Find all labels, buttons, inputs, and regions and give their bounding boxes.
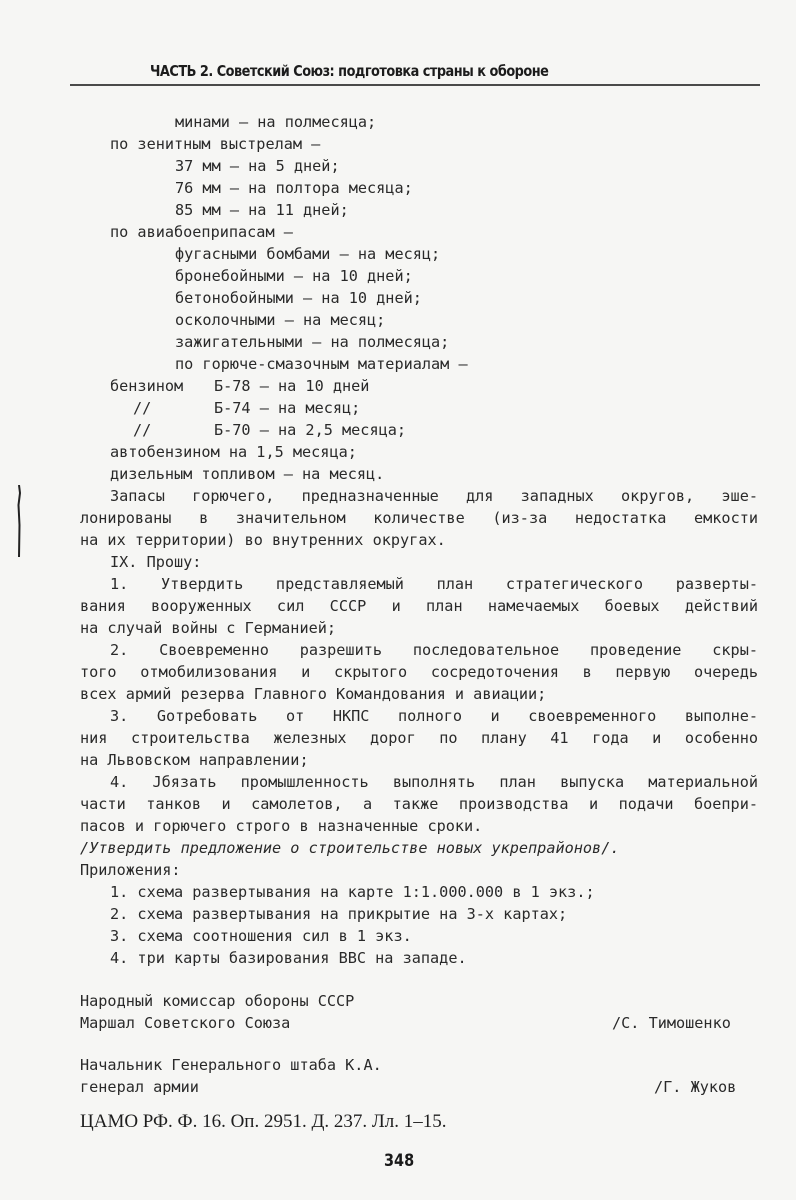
request-line: 2. Своевременно разрешить последовательное проведение скры- <box>110 641 758 659</box>
signatory-name: /С. Тимошенко <box>612 1014 731 1032</box>
gasoline-label: бензином <box>110 377 184 395</box>
signatory-title: Начальник Генерального штаба К.А. <box>80 1056 382 1074</box>
request-line: того отмобилизования и скрытого сосредоточения в первую очередь <box>80 663 758 681</box>
ditto-mark: // <box>133 399 152 417</box>
resolution-note: /Утвердить предложение о строительстве новых укрепрайонов/. <box>80 839 620 857</box>
gasoline-grade: Б-78 — на 10 дней <box>214 377 370 395</box>
request-line: 4. Jбязать промышленность выполнять план выпуска материальной <box>110 773 758 791</box>
air-item: бронебойными — на 10 дней; <box>175 267 413 285</box>
fuel-paragraph-line: лонированы в значительном количестве (из-за недостатка емкости <box>80 509 758 527</box>
signatory-title: Народный комиссар обороны СССР <box>80 992 355 1010</box>
appendix-item: 2. схема развертывания на прикрытие на 3-х картах; <box>110 905 568 923</box>
header-rule <box>70 84 760 86</box>
request-line: пасов и горючего строго в назначенные сроки. <box>80 817 483 835</box>
fuel-paragraph-line: Запасы горючего, предназначенные для западных округов, эше- <box>110 487 758 505</box>
request-line: на случай войны с Германией; <box>80 619 337 637</box>
supply-mines: минами — на полмесяца; <box>175 113 377 131</box>
air-heading: по авиабоеприпасам — <box>110 223 293 241</box>
appendix-item: 3. схема соотношения сил в 1 экз. <box>110 927 412 945</box>
request-line: всех армий резерва Главного Командования и авиации; <box>80 685 547 703</box>
appendix-heading: Приложения: <box>80 861 181 879</box>
fuel-paragraph-line: на их территории) во внутренних округах. <box>80 531 446 549</box>
gasoline-grade: Б-74 — на месяц; <box>214 399 361 417</box>
archive-reference: ЦАМО РФ. Ф. 16. Оп. 2951. Д. 237. Лл. 1–15. <box>80 1111 447 1132</box>
margin-mark-line <box>17 485 21 557</box>
air-item: зажигательными — на полмесяца; <box>175 333 450 351</box>
request-line: на Львовском направлении; <box>80 751 309 769</box>
air-item: фугасными бомбами — на месяц; <box>175 245 441 263</box>
signatory-name: /Г. Жуков <box>654 1078 737 1096</box>
request-line: части танков и самолетов, а также производства и подачи боепри- <box>80 795 758 813</box>
gasoline-grade: Б-70 — на 2,5 месяца; <box>214 421 407 439</box>
page-number: 348 <box>384 1151 415 1171</box>
air-item: осколочными — на месяц; <box>175 311 386 329</box>
autogas-line: автобензином на 1,5 месяца; <box>110 443 357 461</box>
ditto-mark: // <box>133 421 152 439</box>
request-line: 3. Gотребовать от НКПС полного и своевременного выполне- <box>110 707 758 725</box>
signatory-rank: генерал армии <box>80 1078 199 1096</box>
request-line: ния строительства железных дорог по плану 41 года и особенно <box>80 729 758 747</box>
aa-heading: по зенитным выстрелам — <box>110 135 321 153</box>
request-line: 1. Утвердить представляемый план стратегического разверты- <box>110 575 758 593</box>
requests-heading: IX. Прошу: <box>110 553 202 571</box>
aa-item: 37 мм — на 5 дней; <box>175 157 340 175</box>
request-line: вания вооруженных сил СССР и план намечаемых боевых действий <box>80 597 758 615</box>
air-item: бетонобойными — на 10 дней; <box>175 289 422 307</box>
appendix-item: 1. схема развертывания на карте 1:1.000.000 в 1 экз.; <box>110 883 595 901</box>
signatory-rank: Маршал Советского Союза <box>80 1014 291 1032</box>
running-head: ЧАСТЬ 2. Советский Союз: подготовка страны к обороне <box>150 62 549 80</box>
diesel-line: дизельным топливом — на месяц. <box>110 465 385 483</box>
fuel-heading: по горюче-смазочным материалам — <box>175 355 468 373</box>
appendix-item: 4. три карты базирования ВВС на западе. <box>110 949 467 967</box>
aa-item: 76 мм — на полтора месяца; <box>175 179 413 197</box>
aa-item: 85 мм — на 11 дней; <box>175 201 349 219</box>
